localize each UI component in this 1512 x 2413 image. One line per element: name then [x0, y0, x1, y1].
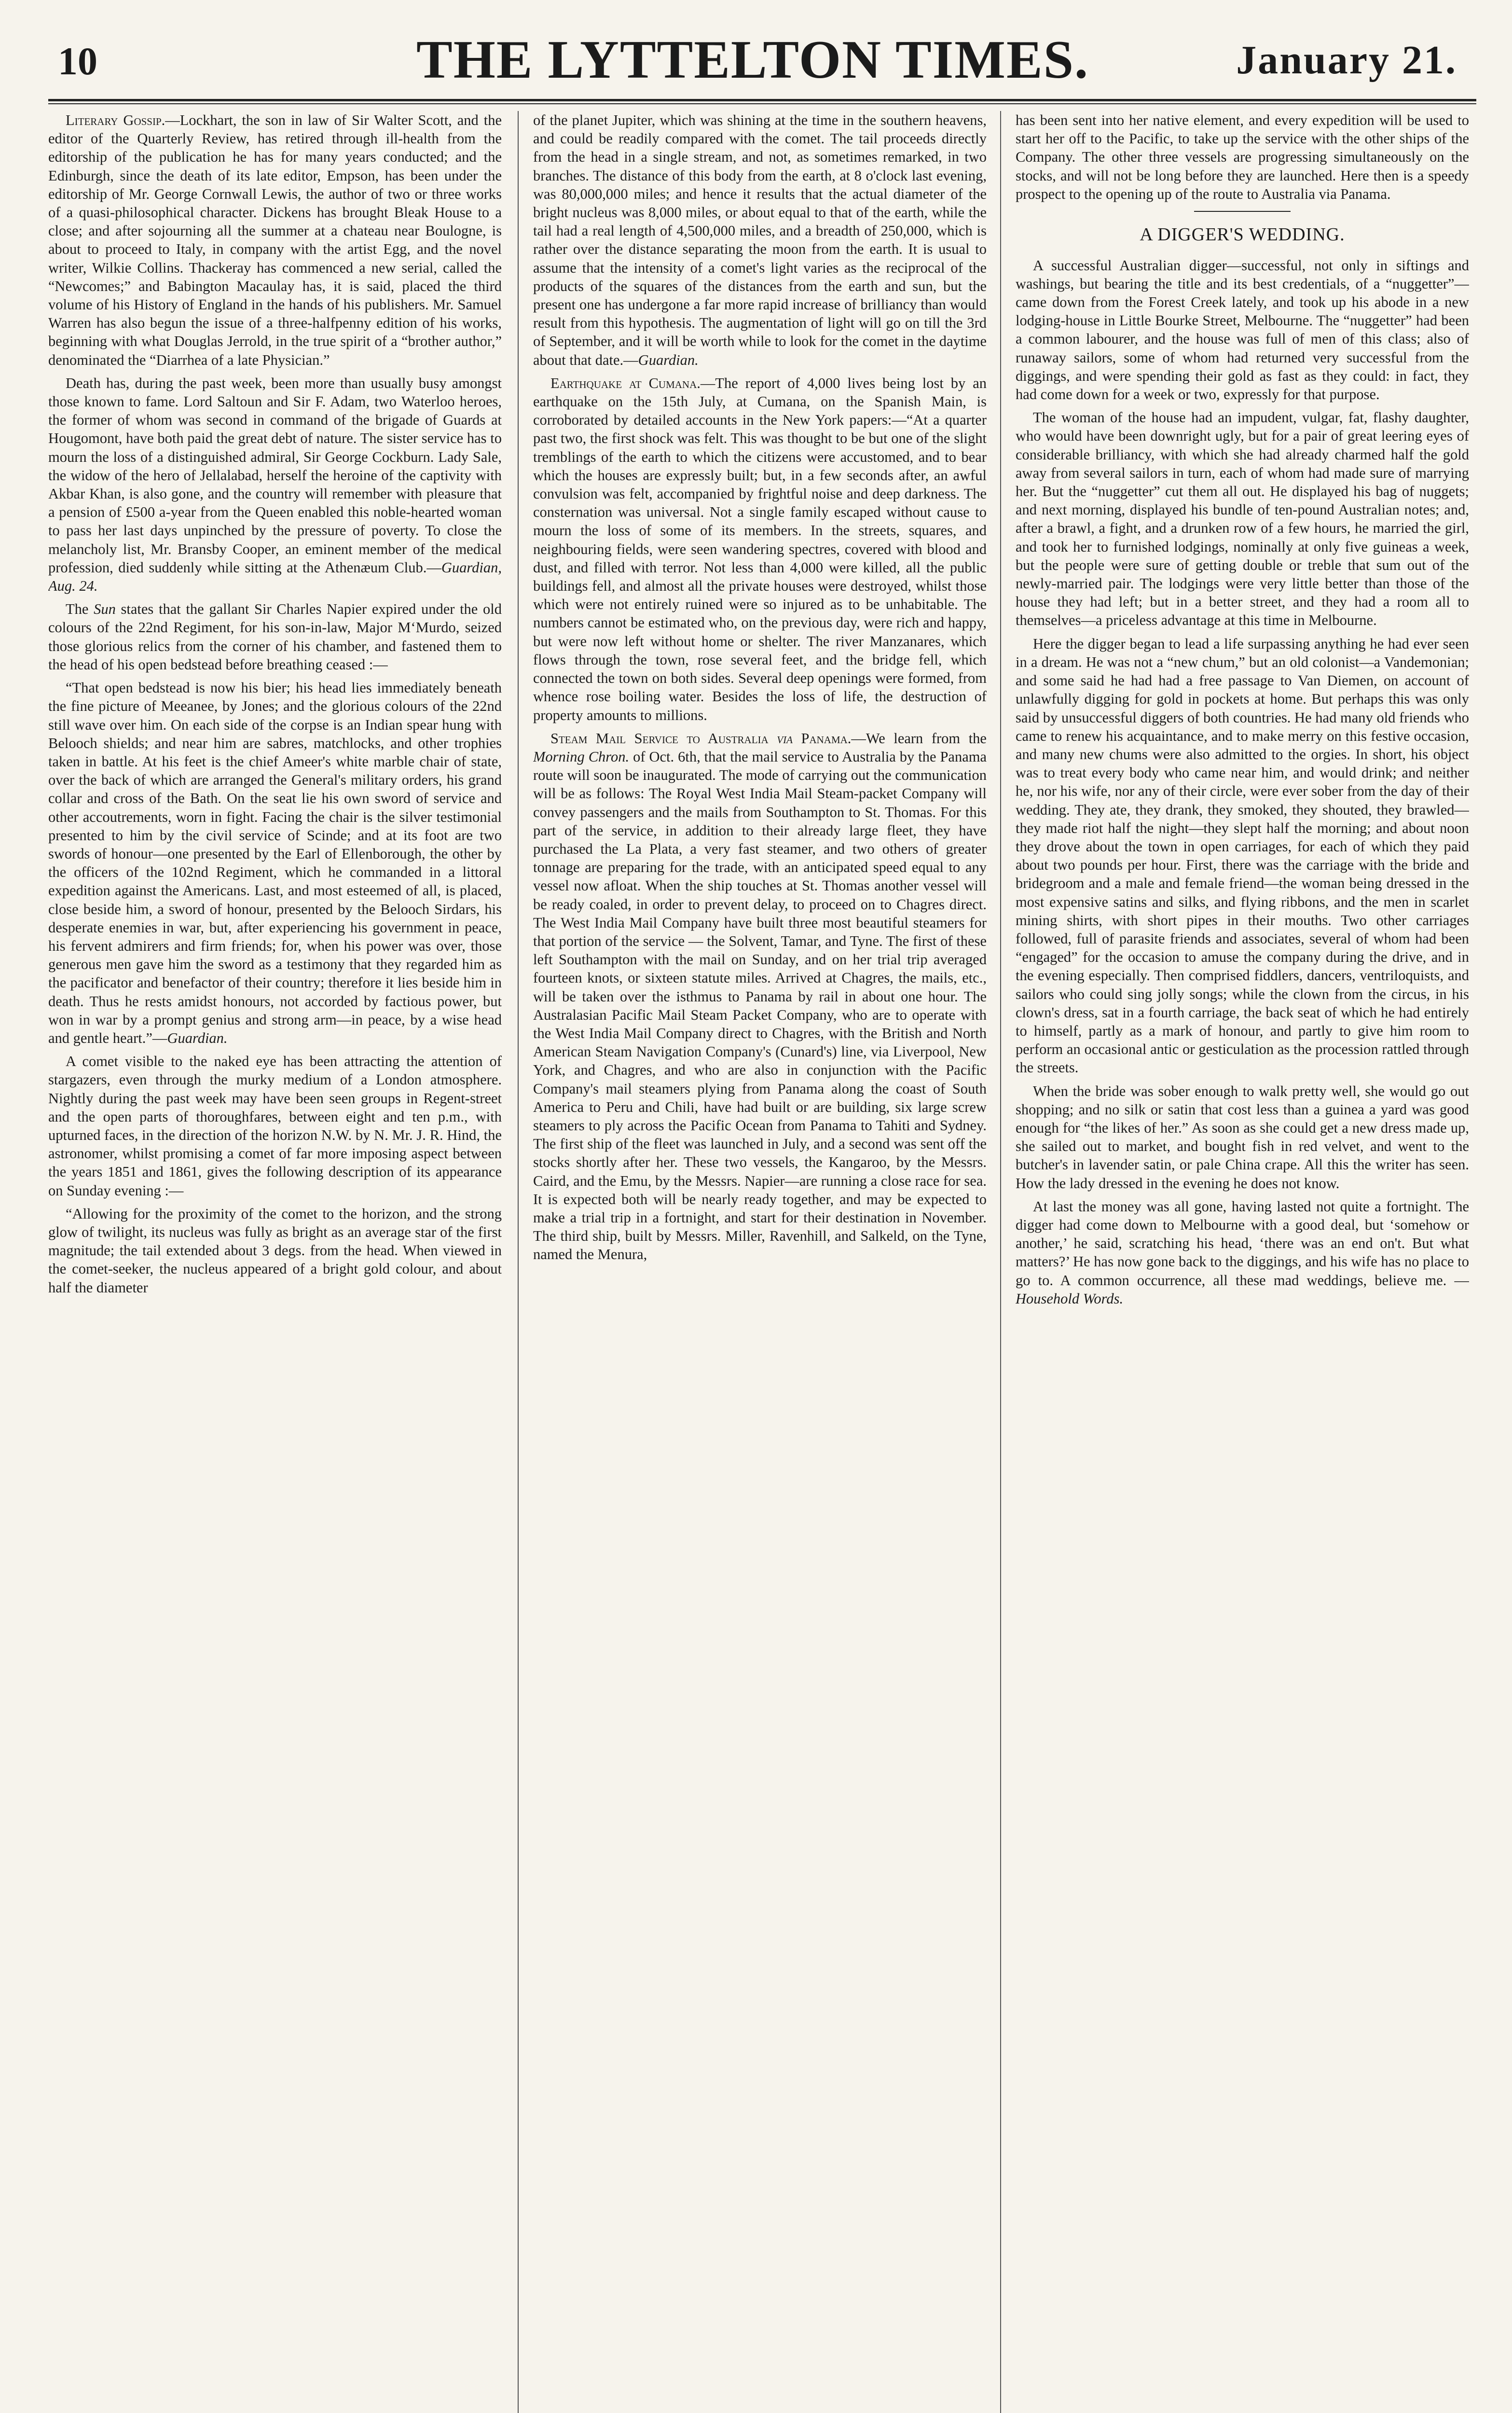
section-rule	[1194, 211, 1291, 212]
column-divider-2	[1000, 111, 1001, 2413]
article-steam-mail	[533, 729, 987, 1264]
article-headline: Steam Mail Service to Australia	[550, 730, 777, 747]
article-comet-continued	[533, 111, 987, 369]
article-napier	[48, 600, 502, 674]
article-text: The	[66, 601, 94, 618]
article-text: —We learn from the	[851, 730, 987, 747]
column-divider-1	[518, 111, 519, 2413]
article-text: A successful Australian digger—successful, not only in siftings and washings, but bearing the title and its best credentials, of a “nuggetter”—came down from the Forest Creek lately, and took up his abode in a new lodging-house in Little Bourke Street, Melbourne. The “nuggetter” had been a common labourer, and the house was full of men of this class; also of runaway sailors, some of whom had returned very successful from the diggings, and were spending their gold as fast as they could: in fact, they had come down for a week or two, expressly for that purpose.	[1016, 257, 1469, 403]
article-source: Guardian.	[167, 1029, 228, 1046]
article-comet-quote	[48, 1205, 502, 1297]
article-text: Death has, during the past week, been more than usually busy amongst those known to fame. Lord Saltoun and Sir F. Adam, two Waterloo heroes, the former of whom was second in command of the brigade of Guards at Hougomont, have both paid the great debt of nature. The sister service has to mourn the loss of a distinguished admiral, Sir George Cockburn. Lady Sale, the widow of the hero of Jellalabad, herself the heroine of the captivity with Akbar Khan, is also gone, and the country will remember with pleasure that a pension of £500 a-year from the Queen enabled this noble-hearted woman to pass her last days unpinched by the pressure of poverty. To close the melancholy list, Mr. Bransby Cooper, an eminent member of the medical profession, died suddenly while sitting at the Athenæum Club.—	[48, 374, 502, 576]
article-napier-quote	[48, 679, 502, 1047]
article-literary-gossip	[48, 111, 502, 369]
masthead-rule-thin	[48, 103, 1476, 104]
quote-text: “Allowing for the proximity of the comet to the horizon, and the strong glow of twilight, its nucleus was fully as bright as an average star of the first magnitude; the tail extended about 3 degs. from the head. When viewed in the comet-seeker, the nucleus appeared of a bright gold colour, and about half the diameter	[48, 1205, 502, 1296]
article-headline-italic: via	[777, 730, 793, 747]
article-text: At last the money was all gone, having lasted not quite a fortnight. The digger had come down to Melbourne with a good deal, but ‘somehow or another,’ he said, scratching his head, ‘there was an end on't. But what matters?’ He has now gone back to the diggings, and his wife has no place to go to. A common occurrence, all these mad weddings, believe me. —	[1016, 1198, 1469, 1289]
newspaper-title: THE LYTTELTON TIMES.	[416, 30, 1089, 90]
quote-text: of the planet Jupiter, which was shining at the time in the southern heavens, and could be readily compared with the comet. The tail proceeds directly from the head in a single stream, and not, as sometimes remarked, in two branches. The distance of this body from the earth, at 8 o'clock last evening, was 80,000,000 miles; and hence it results that the actual diameter of the bright nucleus was 8,000 miles, or about equal to that of the earth, while the tail had a real length of 4,500,000 miles, and a breadth of 250,000, which is rather over the distance separating the moon from the earth. It is usual to assume that the intensity of a comet's light varies as the reciprocal of the products of the squares of the distances from the earth and sun, but the present one has undergone a far more rapid increase of brilliancy than would result from this hypothesis. The augmentation of light will go on till the 3rd of September, and it will be worth while to look for the comet in the daytime about that date.—	[533, 112, 987, 368]
article-source: Guardian, Aug. 24.	[48, 559, 502, 595]
quote-text: “That open bedstead is now his bier; his head lies immediately beneath the fine picture of Meeanee, by Jones; and the glorious colours of the 22nd still wave over him. On each side of the corpse is an Indian spear hung with Belooch shields; and near him are sabres, matchlocks, and other trophies taken in battle. At his feet is the chief Ameer's white marble chair of state, over the back of which are arranged the General's military orders, his grand collar and cross of the Bath. On the seat lie his own sword of service and other accoutrements, worn in fight. Facing the chair is the silver testimonial presented to him by the civil service of Scinde; and at its foot are two swords of honour—one presented by the Earl of Ellenborough, the other by the officers of the 102nd Regiment, which he commanded in a littoral expedition against the Americans. Last, and most esteemed of all, is placed, close beside him, a sword of honour, presented by the Belooch Sirdars, his desperate enemies in war, but, after experiencing his government in peace, his fervent admirers and firm friends; for, when his power was over, those generous men gave him the sword as a testimony that they regarded him as the pacificator and benefactor of their country; therefore it lies beside him in death. Thus he rests amidst honours, not accorded by factious power, but won in war by a prompt genius and strong arm—in peace, by a wise head and gentle heart.”—	[48, 680, 502, 1046]
article-text: When the bride was sober enough to walk pretty well, she would go out shopping; and no silk or satin that cost less than a guinea a yard was good enough for “the likes of her.” As soon as she could get a new dress made up, she sailed out to market, and bought fish in red velvet, and went to the butcher's in lavender satin, or pale China crape. All this the writer has seen. How the lady dressed in the evening he does not know.	[1016, 1082, 1469, 1192]
column-2	[533, 111, 987, 2413]
issue-date: January 21.	[1236, 38, 1457, 83]
newspaper-name: Morning Chron.	[533, 748, 630, 765]
article-headline: Earthquake at Cumana.	[550, 374, 701, 391]
article-heading-diggers-wedding: A DIGGER'S WEDDING.	[1140, 224, 1345, 245]
article-headline-end: Panama.	[792, 730, 852, 747]
article-text: The woman of the house had an impudent, vulgar, fat, flashy daughter, who would have been downright ugly, but for a pair of great leering eyes of considerable brilliancy, with which she had already charmed half the gold away from several sailors in turn, each of whom had made sure of marrying her. But the “nuggetter” cut them all out. He displayed his bag of nuggets; and next morning, displayed his bundle of ten-pound Australian notes; and, after a brawl, a fight, and a drunken row of a few hours, he married the girl, and took her to furnished lodgings, nominally at only five guineas a week, but the people were sure of getting double or treble that sum out of the newly-married pair. The lodgings were very little better than those of the house they had left; but in a better street, and they had a room all to themselves—a priceless advantage at this time in Melbourne.	[1016, 409, 1469, 629]
article-deaths	[48, 374, 502, 595]
article-text: A comet visible to the naked eye has been attracting the attention of stargazers, even through the murky medium of a London atmosphere. Nightly during the past week may have been seen groups in Regent-street and the open parts of thoroughfares, between eight and ten p.m., with upturned faces, in the direction of the horizon N.W. by N. Mr. J. R. Hind, the astronomer, whilst promising a comet of far more imposing aspect between the years 1851 and 1861, gives the following description of its appearance on Sunday evening :—	[48, 1053, 502, 1199]
page-number: 10	[58, 39, 97, 83]
article-paragraph	[1016, 408, 1469, 629]
article-text: of Oct. 6th, that the mail service to Australia by the Panama route will soon be inaugurated. The mode of carrying out the communication will be as follows: The Royal West India Mail Steam-packet Company will convey passengers and the mails from Southampton to St. Thomas. For this part of the service, in addition to their already large fleet, they have purchased the La Plata, a very fast steamer, and two others of greater tonnage are preparing for the trade, with an anticipated speed equal to any vessel now afloat. When the ship touches at St. Thomas another vessel will be ready coaled, in order to prevent delay, to proceed on to Chagres direct. The West India Mail Company have built three most beautiful steamers for that portion of the service — the Solvent, Tamar, and Tyne. The first of these left Southampton with the mail on Sunday, and on her trial trip averaged fourteen knots, or sixteen statute miles. Arrived at Chagres, the mails, etc., will be taken over the isthmus to Panama by rail in about one hour. The Australasian Pacific Mail Steam Packet Company, who are to operate with the West India Mail Company direct to Chagres, with the British and North American Steam Navigation Company's (Cunard's) line, via Liverpool, New York, and Chagres, and who are also in conjunction with the Pacific Company's mail steamers plying from Panama along the coast of South America to Peru and Chili, have had built or are building, six large screw steamers to ply across the Pacific Ocean from Panama to Tahiti and Sydney. The first ship of the fleet was launched in July, and a second was sent off the stocks shortly after her. These two vessels, the Kangaroo, by the Messrs. Caird, and the Emu, by the Messrs. Napier—are running a close race for sea. It is expected both will be nearly ready together, and may be expected to make a trial trip in a fortnight, and start for their destination in November. The third ship, built by Messrs. Miller, Ravenhill, and Salkeld, on the Tyne, named the Menura,	[533, 748, 987, 1263]
article-source: Guardian.	[638, 351, 699, 368]
article-headline: Literary Gossip.	[66, 112, 165, 128]
article-text: —Lockhart, the son in law of Sir Walter Scott, and the editor of the Quarterly Review, has retired through ill-health from the editorship of the publication he has for many years conducted; and the Edinburgh, since the death of its late editor, Empson, has been under the editorship of Mr. George Cornwall Lewis, the author of two or three works of a quasi-philosophical character. Dickens has brought Bleak House to a close; and after sojourning all the summer at a chateau near Boulogne, is about to proceed to Italy, in company with the artist Egg, and the novel writer, Wilkie Collins. Thackeray has commenced a new serial, called the “Newcomes;” and Babington Macaulay has, it is said, placed the third volume of his History of England in the hands of his publishers. Mr. Samuel Warren has also begun the issue of a three-halfpenny edition of his works, beginning with what Douglas Jerrold, in the true spirit of a “brother author,” denominated the “Diarrhea of a late Physician.”	[48, 112, 502, 368]
article-steam-mail-continued	[1016, 111, 1469, 203]
article-text: has been sent into her native element, and every expedition will be used to start her off to the Pacific, to take up the service with the other ships of the Company. The other three vessels are progressing simultaneously on the stocks, and will not be long before they are launched. Here then is a speedy prospect to the opening up of the route to Australia via Panama.	[1016, 112, 1469, 202]
article-text: —The report of 4,000 lives being lost by an earthquake on the 15th July, at Cumana, on the Spanish Main, is corroborated by detailed accounts in the New York papers:—“At a quarter past two, the first shock was felt. This was thought to be but one of the slight tremblings of the earth to which the citizens were accustomed, and to bear which the houses are expressly built; but, in a few seconds after, an awful convulsion was felt, accompanied by frightful noise and deep darkness. The consternation was universal. Not a single family escaped without cause to mourn the loss of some of its members. In the streets, squares, and neighbouring fields, were seen wandering spectres, covered with blood and dust, and filled with terror. Not less than 4,000 were killed, all the public buildings fell, and almost all the private houses were destroyed, whilst those which were not entirely ruined were so injured as to be unhabitable. The numbers cannot be estimated who, on the previous day, were rich and happy, but were now left without home or shelter. The river Manzanares, which flows through the town, rose several feet, and the bridge fell, which connected the town on both sides. Several deep openings were formed, from whence rose boiling water. Besides the loss of life, the destruction of property amounts to millions.	[533, 374, 987, 723]
masthead-rule	[48, 99, 1476, 101]
article-paragraph	[1016, 635, 1469, 1077]
article-paragraph	[1016, 256, 1469, 404]
column-1	[48, 111, 502, 2413]
article-source: Household Words.	[1016, 1290, 1124, 1307]
article-text: states that the gallant Sir Charles Napier expired under the old colours of the 22nd Regiment, for his son-in-law, Major M‘Murdo, seized those glorious relics from the corner of his chamber, and fastened them to the head of his open bedstead before breathing ceased :—	[48, 601, 502, 673]
article-paragraph	[1016, 1197, 1469, 1308]
article-comet	[48, 1052, 502, 1200]
column-3	[1016, 111, 1469, 2413]
masthead	[39, 29, 1467, 97]
article-text: Here the digger began to lead a life surpassing anything he had ever seen in a dream. He was not a “new chum,” but an old colonist—a Vandemonian; and some said he had had a free passage to Van Diemen, on account of unlawfully digging for gold in pockets at home. But perhaps this was only said by unsuccessful diggers of both countries. He had many old friends who came to renew his acquaintance, and to make merry on this festive occasion, and many new chums were also admitted to the orgies. In short, his object was to treat every body who came near him, and would drink; and neither he, nor his wife, nor any of their circle, were ever sober from the day of their wedding. They ate, they drank, they smoked, they shouted, they brawled—they made riot half the night—they slept half the morning; and about noon they drove about the town in open carriages, for each of which they paid about two pounds per hour. First, there was the carriage with the bride and bridegroom and a male and female friend—the woman being dressed in the most expensive satins and silks, and flying ribbons, and the men in scarlet mining shirts, with short pipes in their mouths. Two other carriages followed, full of parasite friends and associates, several of whom had been “engaged” for the occasion to amuse the company during the drive, and in the evening especially. Then comprised fiddlers, dancers, ventriloquists, and sailors who could sing jolly songs; while the clown from the circus, in his clown's dress, sat in a fourth carriage, the back seat of which he had entirely to himself, partly as a mark of honour, and partly to give him room to perform an occasional antic or gesticulation as the procession rattled through the streets.	[1016, 635, 1469, 1076]
article-paragraph	[1016, 1082, 1469, 1193]
newspaper-name: Sun	[94, 601, 116, 618]
article-earthquake	[533, 374, 987, 724]
